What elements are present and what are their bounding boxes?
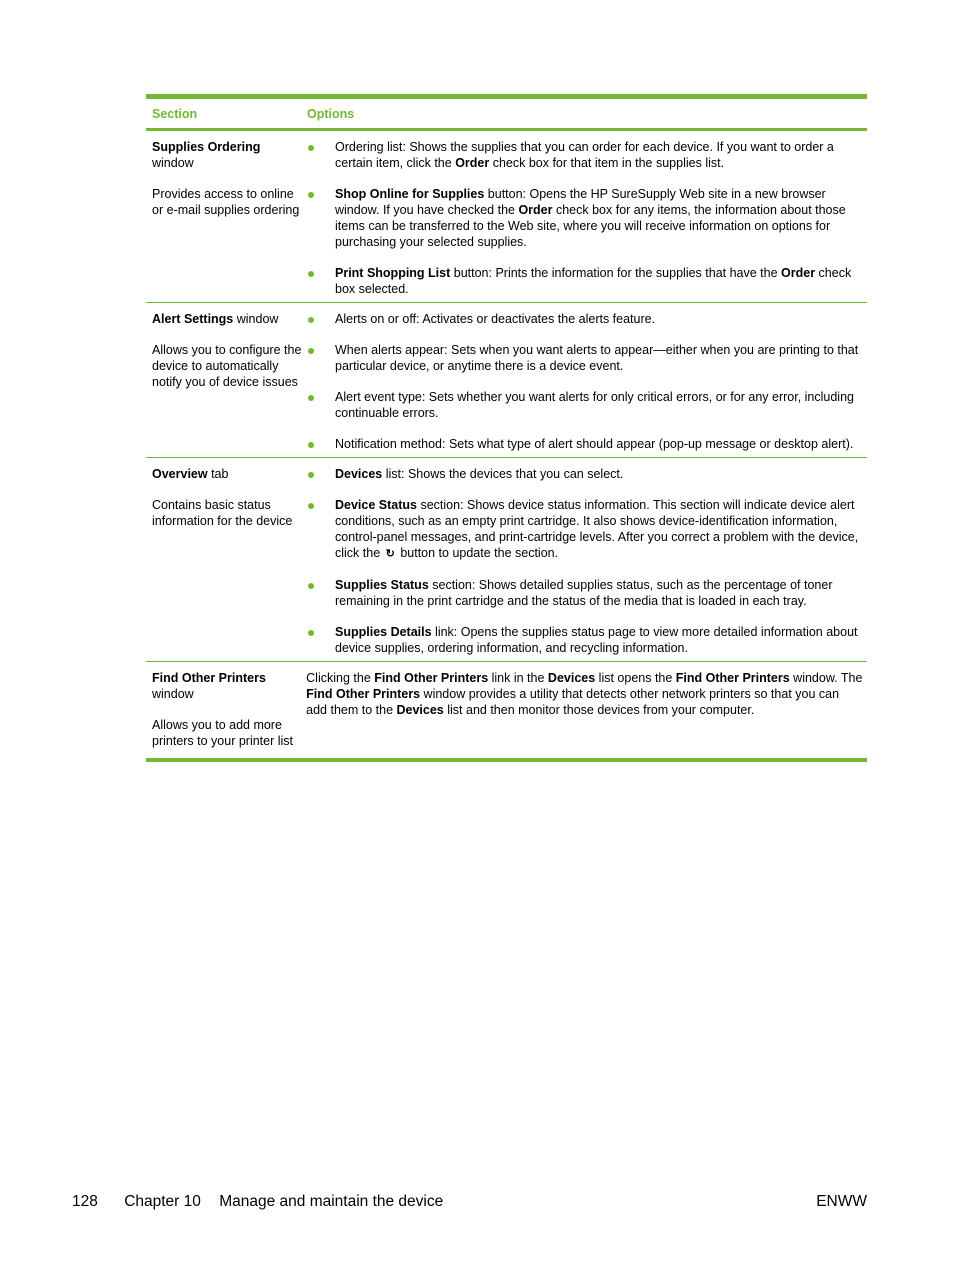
- header-section: Section: [152, 106, 198, 121]
- bullet-icon: [307, 186, 335, 250]
- options-cell: [307, 311, 867, 452]
- bullet-text: [335, 139, 867, 171]
- bullet-item: [307, 436, 867, 452]
- text-run: link: Opens the supplies status page to view more detailed information about device supplies, ordering information, and recycling information.: [335, 625, 858, 655]
- bullet-text: [335, 186, 867, 250]
- section-cell: [146, 670, 306, 749]
- bullet-icon: [307, 466, 335, 482]
- bullet-icon: [307, 265, 335, 297]
- section-description: Allows you to configure the device to automatically notify you of device issues: [152, 343, 302, 389]
- text-run: window. The: [789, 671, 863, 685]
- options-cell: [307, 466, 867, 656]
- section-name-suffix: window: [152, 687, 194, 701]
- table-bottom-rule: [146, 758, 867, 762]
- text-run: Clicking the: [306, 671, 375, 685]
- section-name-bold: Alert Settings: [152, 312, 234, 326]
- bold-term: Find Other Printers: [306, 687, 421, 701]
- options-table: [146, 94, 867, 762]
- bold-term: Find Other Printers: [675, 671, 790, 685]
- section-cell: [146, 139, 307, 297]
- page-number: 128: [72, 1193, 98, 1210]
- text-run: window provides a utility that detects other network printers so that you can add them to the: [306, 687, 840, 717]
- chapter-title: Manage and maintain the device: [219, 1193, 444, 1210]
- bullet-item: [307, 311, 867, 327]
- chapter-label: Chapter 10: [124, 1193, 201, 1210]
- bullet-text: [335, 436, 867, 452]
- section-name-bold: Supplies Ordering: [152, 140, 261, 154]
- bullet-text: [335, 342, 867, 374]
- text-run: Alert event type: Sets whether you want alerts for only critical errors, or for any error, including continuable errors.: [335, 390, 854, 420]
- bullet-item: [307, 577, 867, 609]
- bullet-item: [307, 139, 867, 171]
- bullet-icon: [307, 342, 335, 374]
- bullet-text: [335, 389, 867, 421]
- header-options: Options: [307, 106, 355, 121]
- options-cell: [307, 139, 867, 297]
- bold-term: Order: [455, 156, 490, 170]
- text-run: button to update the section.: [396, 546, 559, 560]
- bold-term: Devices: [547, 671, 596, 685]
- text-run: check box for that item in the supplies list.: [489, 156, 725, 170]
- section-name-suffix: window: [233, 312, 279, 326]
- bullet-text: [335, 265, 867, 297]
- bold-term: Order: [518, 203, 553, 217]
- bullet-icon: [307, 624, 335, 656]
- section-name: [152, 670, 302, 702]
- bold-term: Devices: [396, 703, 444, 717]
- bullet-text: [335, 311, 867, 327]
- section-name-suffix: window: [152, 156, 194, 170]
- table-body: [146, 131, 867, 758]
- text-run: check box selected.: [335, 266, 852, 296]
- text-run: list opens the: [595, 671, 676, 685]
- section-name-suffix: tab: [207, 467, 229, 481]
- bullet-item: [307, 186, 867, 250]
- section-name-bold: Overview: [152, 467, 208, 481]
- text-run: button: Prints the information for the supplies that have the: [450, 266, 782, 280]
- text-run: Alerts on or off: Activates or deactivates the alerts feature.: [335, 312, 656, 326]
- bullet-item: [307, 265, 867, 297]
- bullet-item: [307, 342, 867, 374]
- table-row: [146, 303, 867, 458]
- section-cell: [146, 466, 307, 656]
- text-run: button: Opens the HP SureSupply Web site in a new browser window. If you have checked the: [335, 187, 826, 217]
- bullet-item: [307, 497, 867, 562]
- bullet-text: [335, 466, 867, 482]
- bold-term: Device Status: [335, 498, 417, 512]
- locale-code: ENWW: [816, 1193, 867, 1210]
- section-name: [152, 466, 303, 482]
- section-description: Provides access to online or e-mail supplies ordering: [152, 187, 300, 217]
- table-row: [146, 662, 867, 758]
- text-run: list: Shows the devices that you can select.: [382, 467, 624, 481]
- section-name: [152, 311, 303, 327]
- refresh-icon: ↻: [385, 548, 395, 560]
- text-run: section: Shows detailed supplies status, such as the percentage of toner remaining in the print cartridge and the status of the media that is loaded in each tray.: [335, 578, 833, 608]
- bullet-text: [335, 497, 867, 562]
- bullet-text: [335, 624, 867, 656]
- bold-term: Find Other Printers: [374, 671, 489, 685]
- bullet-text: [335, 577, 867, 609]
- text-run: section: Shows device status information. This section will indicate device alert conditions, such as an empty print cartridge. It also shows device-identification information, control-panel messages, and print-cartridge levels. After you correct a problem with the device, click the: [335, 498, 859, 560]
- section-cell: [146, 311, 307, 452]
- text-run: link in the: [488, 671, 548, 685]
- bullet-icon: [307, 139, 335, 171]
- bullet-icon: [307, 497, 335, 562]
- bullet-item: [307, 389, 867, 421]
- bullet-item: [307, 466, 867, 482]
- text-run: list and then monitor those devices from your computer.: [443, 703, 755, 717]
- text-run: When alerts appear: Sets when you want alerts to appear—either when you are printing to that particular device, or anytime there is a device event.: [335, 343, 859, 373]
- bullet-icon: [307, 389, 335, 421]
- bullet-item: [307, 624, 867, 656]
- bold-term: Order: [781, 266, 816, 280]
- section-description: Contains basic status information for the device: [152, 498, 293, 528]
- bullet-icon: [307, 436, 335, 452]
- bold-term: Devices: [335, 467, 383, 481]
- options-paragraph: [306, 670, 867, 749]
- section-name-bold: Find Other Printers: [152, 671, 266, 685]
- bold-term: Print Shopping List: [335, 266, 451, 280]
- text-run: Notification method: Sets what type of alert should appear (pop-up message or desktop alert).: [335, 437, 854, 451]
- text-run: check box for any items, the information about those items can be transferred to the Web site, where you will receive information on options for purchasing your selected supplies.: [335, 203, 846, 249]
- table-row: [146, 131, 867, 303]
- text-run: Ordering list: Shows the supplies that you can order for each device. If you want to order a certain item, click the: [335, 140, 834, 170]
- table-row: [146, 458, 867, 662]
- bullet-icon: [307, 311, 335, 327]
- bold-term: Supplies Details: [335, 625, 432, 639]
- table-header: [146, 99, 867, 131]
- bold-term: Supplies Status: [335, 578, 429, 592]
- section-name: [152, 139, 303, 171]
- section-description: Allows you to add more printers to your printer list: [152, 718, 294, 748]
- bullet-icon: [307, 577, 335, 609]
- bold-term: Shop Online for Supplies: [335, 187, 485, 201]
